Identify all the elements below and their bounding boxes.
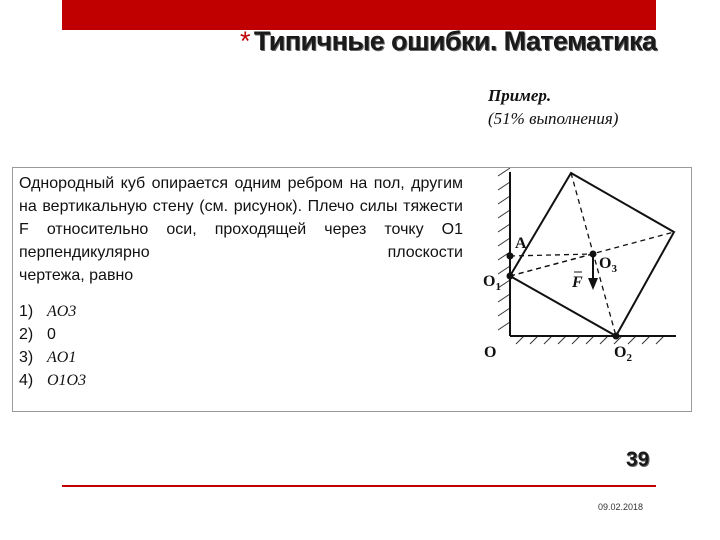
- answer-value: 0: [47, 326, 56, 343]
- label-o2: $O_2$: [614, 344, 632, 364]
- wall-hatching: [498, 168, 510, 330]
- page-number: 39: [626, 448, 650, 471]
- label-o3: $O_3$: [599, 255, 617, 275]
- label-o1: $O_1$: [483, 273, 501, 293]
- answer-number: 2): [19, 326, 34, 343]
- title-bullet-star: *: [240, 26, 250, 56]
- answer-value: O1O3: [47, 372, 87, 389]
- label-force-f: F: [572, 274, 583, 291]
- answer-number: 1): [19, 303, 34, 320]
- title-text: Типичные ошибки. Математика: [253, 26, 657, 56]
- label-a: A: [515, 235, 527, 252]
- force-arrow-head: [588, 278, 598, 290]
- answer-options: [19, 300, 86, 392]
- label-o: O: [484, 344, 497, 361]
- answer-number: 3): [19, 349, 34, 366]
- answer-value: AO3: [47, 303, 77, 320]
- point-o1: [507, 273, 514, 280]
- footer-date: 09.02.2018: [598, 502, 644, 512]
- floor-hatching: [516, 336, 664, 344]
- example-heading: Пример.: [488, 86, 552, 105]
- answer-value: AO1: [47, 349, 77, 366]
- example-note: [488, 84, 618, 130]
- example-percentage: (51% выполнения): [488, 109, 619, 128]
- answer-number: 4): [19, 372, 34, 389]
- cube-diagram: [476, 168, 686, 368]
- slide-title: [240, 26, 720, 62]
- answer-option[interactable]: [19, 323, 86, 346]
- answer-option[interactable]: [19, 369, 86, 392]
- point-o2: [613, 333, 620, 340]
- problem-statement: [19, 172, 463, 287]
- answer-option[interactable]: [19, 346, 86, 369]
- point-a: [507, 253, 514, 260]
- problem-text-main: Однородный куб опирается одним ребром на пол, другим на вертикальную стену (см. рисунок). Плечо силы тяжести F относительно оси, проходящей через точку O1 перпендикулярно плоскости: [19, 175, 463, 261]
- footer-divider: [62, 485, 656, 487]
- problem-text-last: чертежа, равно: [19, 267, 134, 284]
- answer-option[interactable]: [19, 300, 86, 323]
